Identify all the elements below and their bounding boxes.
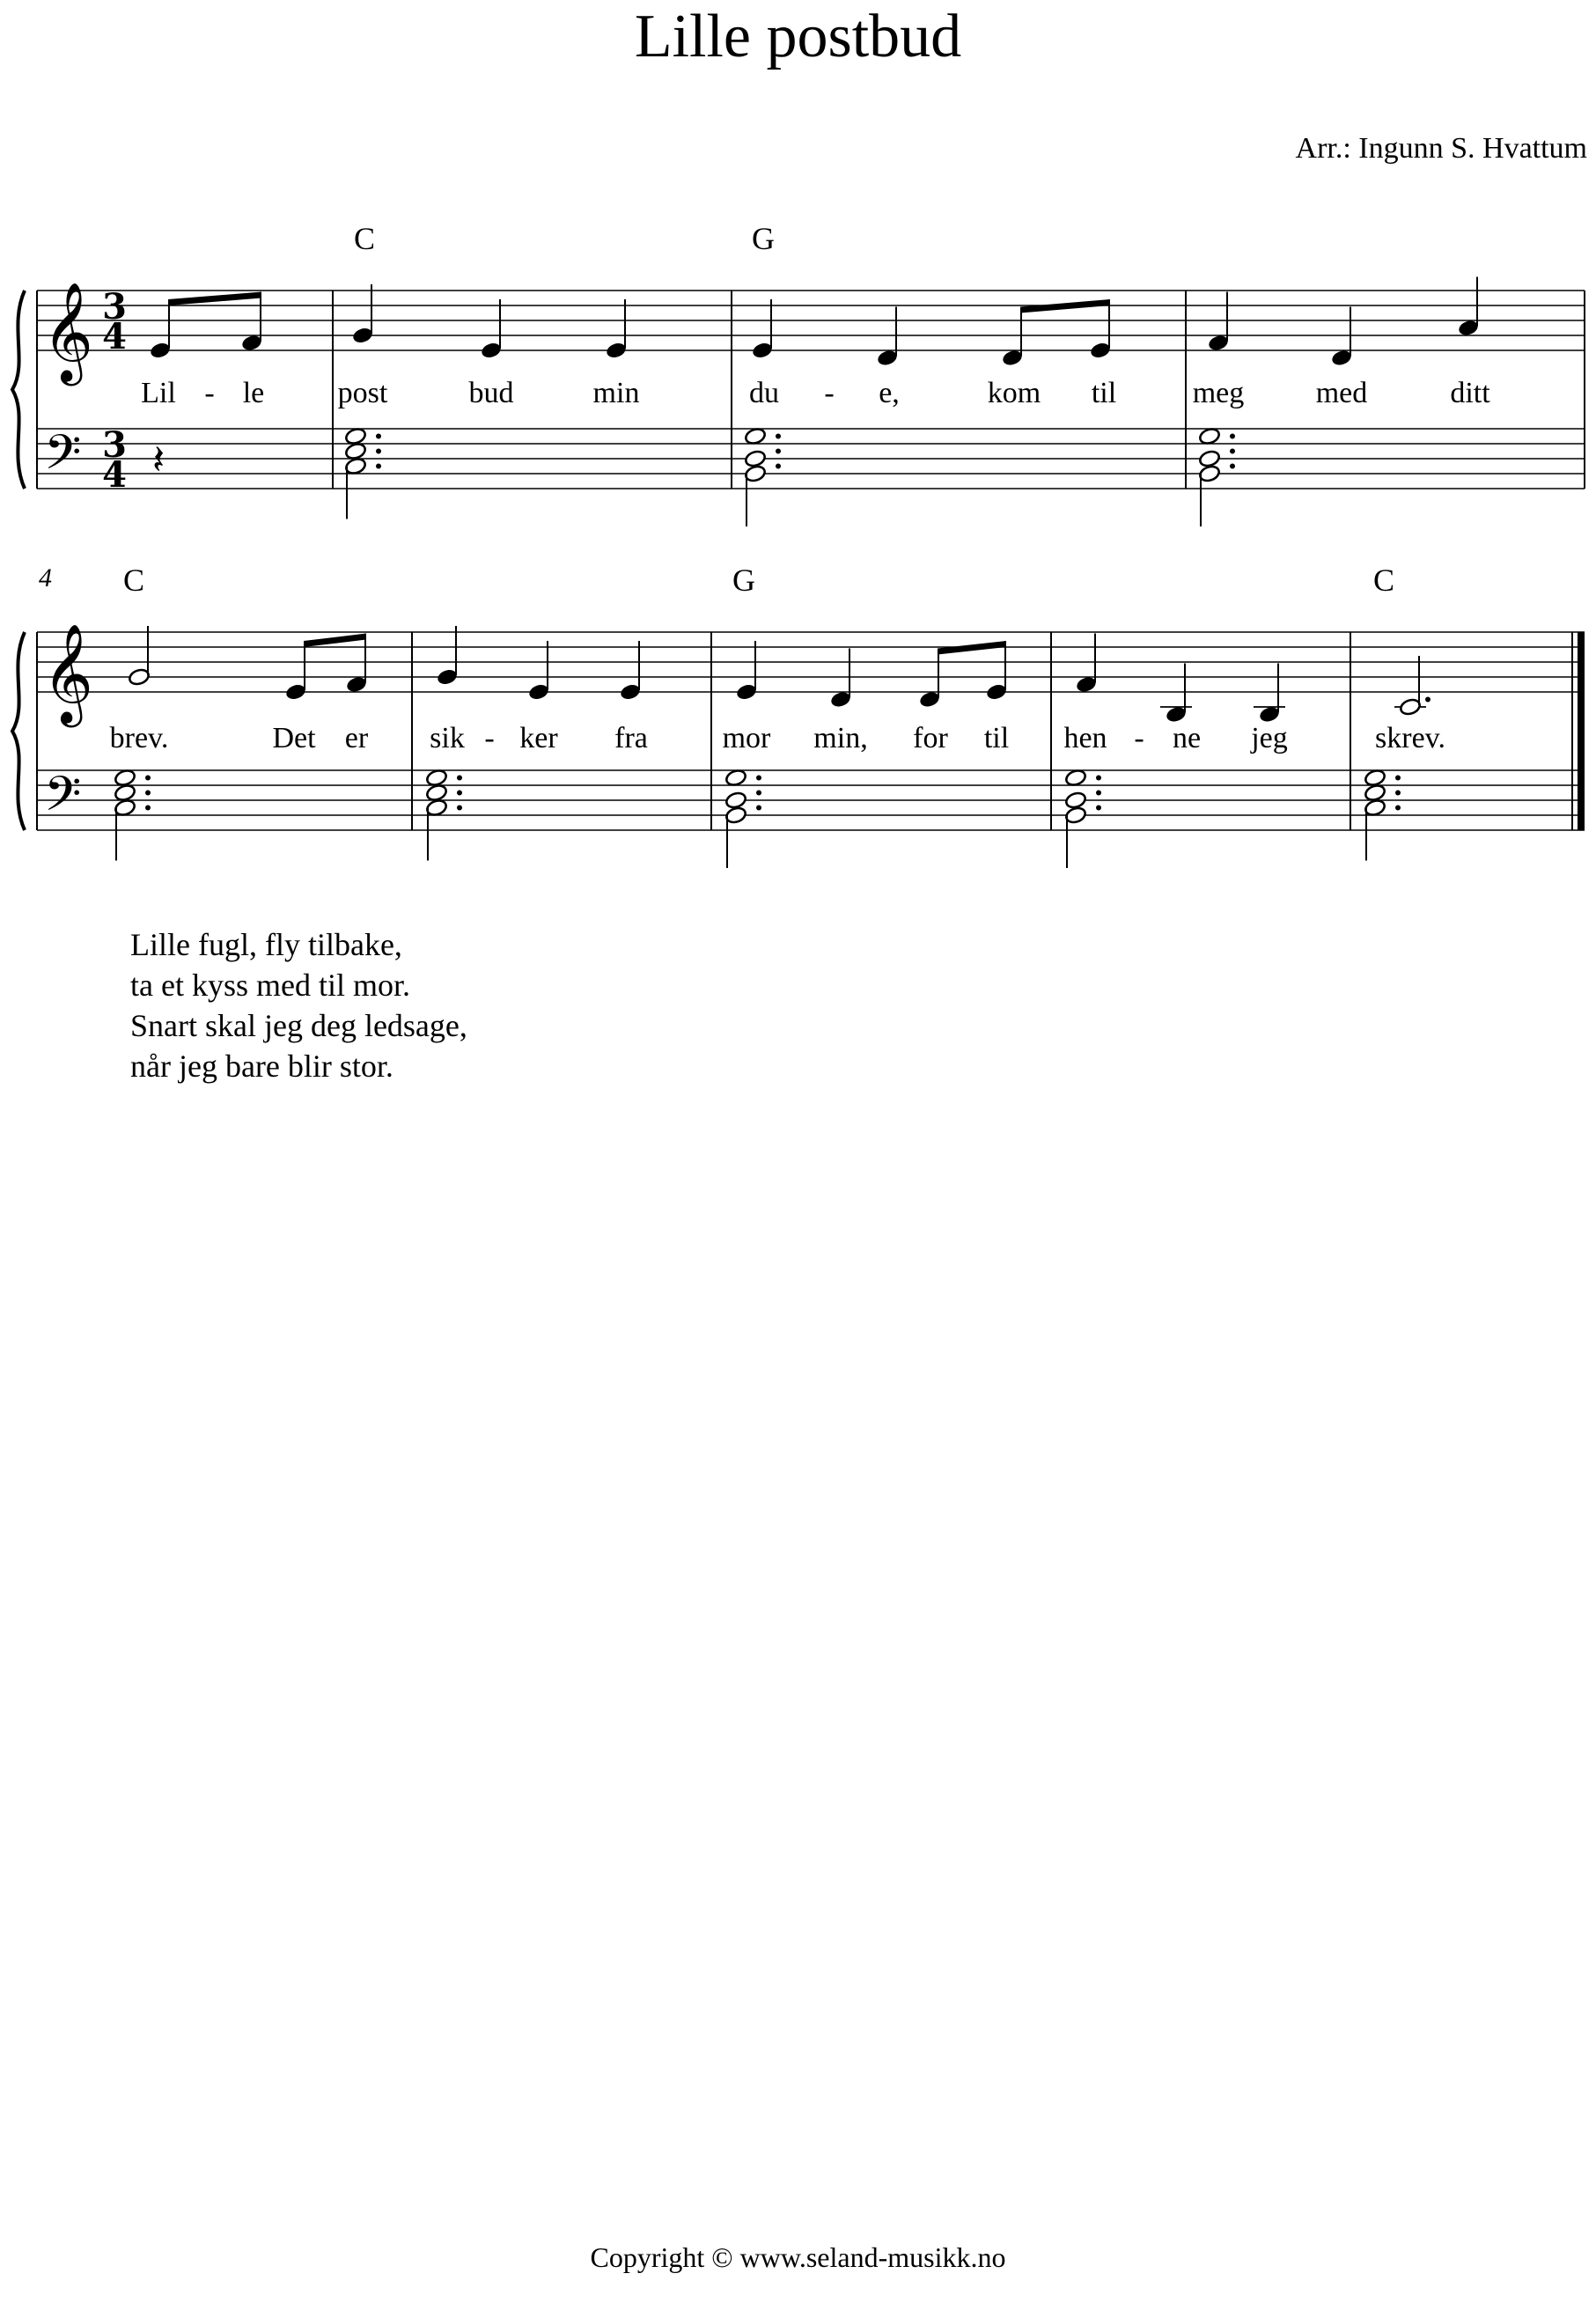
accompaniment-chord-note — [425, 769, 448, 788]
accompaniment-chord-note — [344, 427, 367, 446]
augmentation-dot — [1230, 464, 1235, 469]
bass-clef-icon: 𝄢 — [44, 766, 82, 834]
accompaniment-chord-note — [1064, 791, 1087, 810]
augmentation-dot — [376, 464, 381, 469]
augmentation-dot — [776, 464, 781, 469]
accompaniment-chord-note — [1198, 449, 1221, 468]
lyric-syllable: min — [592, 377, 640, 409]
lyric-syllable: ditt — [1450, 377, 1490, 409]
quarter-rest-icon: 𝄽 — [151, 436, 165, 483]
chord-symbol: G — [732, 563, 755, 598]
verse-line: ta et kyss med til mor. — [130, 968, 410, 1003]
lyric-hyphen: - — [204, 377, 215, 409]
accompaniment-chord-note — [114, 769, 136, 788]
accompaniment-chord-note — [344, 442, 367, 461]
augmentation-dot — [776, 434, 781, 439]
copyright-notice: Copyright © www.seland-musikk.no — [590, 2241, 1006, 2273]
lyric-syllable: e, — [879, 377, 900, 409]
beam — [304, 634, 366, 648]
lyric-hyphen: - — [484, 722, 495, 754]
lyric-syllable: meg — [1192, 377, 1245, 409]
treble-clef-icon: 𝄞 — [42, 282, 93, 382]
grand-staff-brace — [12, 632, 25, 830]
lyric-syllable: bud — [468, 377, 514, 409]
time-signature-upper: 3 — [102, 286, 127, 327]
augmentation-dot — [1395, 776, 1401, 781]
chord-symbol: C — [354, 221, 376, 256]
lyric-syllable: min, — [813, 722, 868, 754]
accompaniment-chord-note — [1364, 784, 1386, 803]
lyric-syllable: med — [1315, 377, 1368, 409]
lyric-syllable: mor — [722, 722, 771, 754]
lyric-syllable: for — [913, 722, 948, 754]
measure-number: 4 — [39, 563, 52, 592]
lyric-syllable: ker — [519, 722, 558, 754]
accompaniment-chord-note — [1198, 427, 1221, 446]
grand-staff-brace — [12, 291, 25, 489]
lyric-syllable: til — [983, 722, 1010, 754]
lyric-hyphen: - — [824, 377, 835, 409]
lyric-syllable: sik — [430, 722, 465, 754]
augmentation-dot — [1096, 791, 1101, 796]
lyric-syllable: brev. — [109, 722, 169, 754]
augmentation-dot — [376, 449, 381, 454]
accompaniment-chord-note — [1364, 769, 1386, 788]
chord-symbol: G — [752, 221, 775, 256]
beam — [168, 292, 261, 306]
song-title: Lille postbud — [634, 3, 962, 70]
augmentation-dot — [457, 776, 462, 781]
lyric-syllable: til — [1091, 377, 1117, 409]
chord-symbol: C — [1373, 563, 1395, 598]
lyric-hyphen: - — [1134, 722, 1144, 754]
lyric-syllable: le — [242, 377, 265, 409]
augmentation-dot — [756, 806, 761, 811]
augmentation-dot — [457, 791, 462, 796]
augmentation-dot — [1230, 449, 1235, 454]
lyric-syllable: Lil — [141, 377, 176, 409]
augmentation-dot — [145, 776, 151, 781]
accompaniment-chord-note — [744, 427, 767, 446]
accompaniment-chord-note — [744, 449, 767, 468]
verse-line: Snart skal jeg deg ledsage, — [130, 1008, 467, 1043]
treble-clef-icon: 𝄞 — [42, 623, 93, 724]
additional-verse — [130, 924, 467, 1086]
lyric-syllable: jeg — [1251, 722, 1288, 754]
time-signature-upper: 3 — [102, 424, 127, 466]
beam — [1020, 299, 1110, 313]
lyric-syllable: Det — [272, 722, 316, 754]
lyric-syllable: hen — [1063, 722, 1107, 754]
bass-clef-icon: 𝄢 — [44, 424, 82, 492]
augmentation-dot — [457, 806, 462, 811]
verse-line: Lille fugl, fly tilbake, — [130, 927, 402, 962]
augmentation-dot — [1096, 776, 1101, 781]
lyric-syllable: skrev. — [1375, 722, 1445, 754]
lyric-syllable: post — [337, 377, 388, 409]
augmentation-dot — [1395, 791, 1401, 796]
augmentation-dot — [776, 449, 781, 454]
verse-line: når jeg bare blir stor. — [130, 1048, 393, 1084]
lyric-syllable: du — [749, 377, 779, 409]
augmentation-dot — [376, 434, 381, 439]
augmentation-dot — [145, 791, 151, 796]
augmentation-dot — [145, 806, 151, 811]
lyric-syllable: ne — [1172, 722, 1202, 754]
accompaniment-chord-note — [114, 784, 136, 803]
augmentation-dot — [1425, 697, 1431, 703]
accompaniment-chord-note — [1064, 769, 1087, 788]
accompaniment-chord-note — [724, 769, 747, 788]
chord-symbol: C — [123, 563, 145, 598]
lyric-syllable: kom — [987, 377, 1041, 409]
augmentation-dot — [1395, 806, 1401, 811]
augmentation-dot — [1230, 434, 1235, 439]
accompaniment-chord-note — [425, 784, 448, 803]
augmentation-dot — [756, 791, 761, 796]
lyric-syllable: er — [344, 722, 369, 754]
augmentation-dot — [756, 776, 761, 781]
augmentation-dot — [1096, 806, 1101, 811]
accompaniment-chord-note — [724, 791, 747, 810]
lyric-syllable: fra — [614, 722, 648, 754]
time-signature-lower: 4 — [102, 316, 127, 357]
beam — [938, 641, 1006, 655]
time-signature-lower: 4 — [102, 454, 127, 496]
arranger-credit: Arr.: Ingunn S. Hvattum — [1295, 132, 1587, 165]
